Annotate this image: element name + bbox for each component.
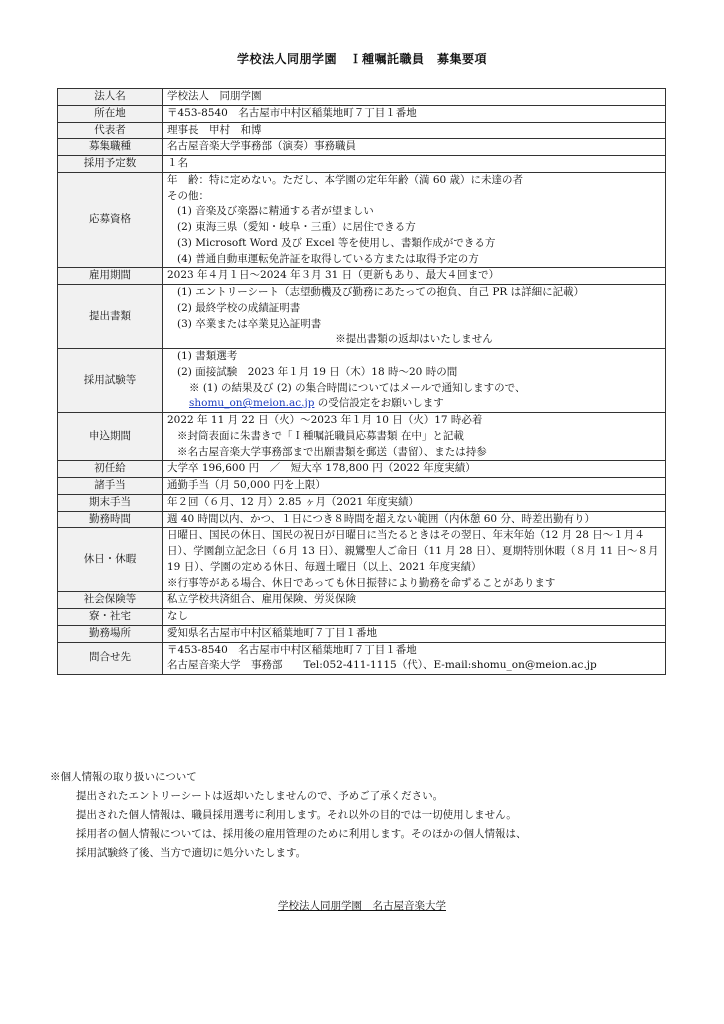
row-value [163,349,666,413]
row-label: 期末手当 [58,494,163,511]
table-row [58,478,666,495]
privacy-heading: ※個人情報の取り扱いについて [50,771,197,783]
hours-text: 週 40 時間以内、かつ、１日につき８時間を超えない範囲（内休憩 60 分、時差出勤有り） [167,512,595,525]
table-row [58,461,666,478]
holiday-text: 日曜日、国民の休日、国民の祝日が日曜日に当たるときはその翌日、年末年始（12 月 28 日～１月４日）、学園創立記念日（６月 13 日）、親鸞聖人ご命日（11 月 28 日）、夏期特別休暇（８月 11 日～８月 19 日）、学園の定める休日、毎週土曜日（以上、2021 年度実績） [167,529,659,573]
row-label: 所在地 [58,105,163,122]
privacy-line: 採用者の個人情報については、採用後の雇用管理のために利用します。そのほかの個人情報は、 [76,828,527,840]
table-row [58,625,666,642]
qual-line: (2) 東海三県（愛知・岐阜・三重）に居住できる方 [177,221,416,233]
row-value: 2023 年４月１日～2024 年３月 31 日（更新もあり、最大４回まで） [163,268,666,285]
row-label: 法人名 [58,89,163,106]
row-label: 採用予定数 [58,156,163,173]
row-label: 申込期間 [58,413,163,461]
holiday-note: ※行事等がある場合、休日であっても休日振替により勤務を命ずることがあります [167,576,556,589]
qual-line: (3) Microsoft Word 及び Excel 等を使用し、書類作成ができる方 [177,236,496,249]
row-label: 初任給 [58,461,163,478]
row-label: 寮・社宅 [58,609,163,626]
row-label: 社会保険等 [58,592,163,609]
row-value: 大学卒 196,600 円 ／ 短大卒 178,800 円（2022 年度実績） [163,461,666,478]
requirements-table [57,88,666,675]
row-label: 提出書類 [58,285,163,349]
table-row [58,642,666,675]
privacy-line: 採用試験終了後、当方で適切に処分いたします。 [76,847,307,859]
exam-email-line [167,396,661,412]
row-value: 愛知県名古屋市中村区稲葉地町７丁目１番地 [163,625,666,642]
row-label: 採用試験等 [58,349,163,413]
exam-line: (1) 書類選考 [177,350,238,362]
row-label: 代表者 [58,122,163,139]
row-value [163,413,666,461]
row-value [163,172,666,268]
row-value [163,511,666,528]
table-row [58,105,666,122]
docs-line: (1) エントリーシート（志望動機及び勤務にあたっての抱負、自己 PR は詳細に記載） [177,286,585,298]
exam-note: ※ (1) の結果及び (2) の集合時間についてはメールで通知しますので、 [189,381,526,394]
table-row [58,139,666,156]
contact-line: 〒453-8540 名古屋市中村区稲葉地町７丁目１番地 [167,643,417,656]
row-label: 諸手当 [58,478,163,495]
table-row [58,122,666,139]
table-row [58,494,666,511]
row-value: １名 [163,156,666,173]
table-row [58,268,666,285]
apply-line: ※封筒表面に朱書きで「Ｉ種嘱託職員応募書類 在中」と記載 [177,429,464,442]
row-label: 休日・休暇 [58,528,163,592]
privacy-line: 提出されたエントリーシートは返却いたしませんので、予めご了承ください。 [76,790,444,802]
privacy-line: 提出された個人情報は、職員採用選考に利用します。それ以外の目的では一切使用しません。 [76,809,517,821]
row-label: 勤務場所 [58,625,163,642]
table-row [58,413,666,461]
row-value: 私立学校共済組合、雇用保険、労災保険 [163,592,666,609]
row-label: 勤務時間 [58,511,163,528]
contact-line: 名古屋音楽大学 事務部 Tel:052-411-1115（代）、E-mail:shomu_on@meion.ac.jp [167,659,597,672]
table-row [58,89,666,106]
table-row [58,285,666,349]
row-value: 名古屋音楽大学事務部（演奏）事務職員 [163,139,666,156]
apply-line: 2022 年 11 月 22 日（火）～2023 年１月 10 日（火）17 時必着 [167,414,483,426]
table-row [58,172,666,268]
page-title: 学校法人同朋学園 Ｉ種嘱託職員 募集要項 [236,52,487,66]
row-value [163,642,666,675]
footer-org-name: 学校法人同朋学園 名古屋音楽大学 [278,900,446,912]
footer-org [0,898,724,913]
row-value [163,285,666,349]
qual-line: その他： [167,189,209,202]
qual-line: (1) 音楽及び楽器に精通する者が望ましい [177,205,374,218]
row-label: 雇用期間 [58,268,163,285]
table-row [58,156,666,173]
row-value: 学校法人 同朋学園 [163,89,666,106]
row-label: 問合せ先 [58,642,163,675]
table-row [58,511,666,528]
exam-email-suffix: の受信設定をお願いします [314,397,444,410]
table-row [58,528,666,592]
qual-line: (4) 普通自動車運転免許証を取得している方または取得予定の方 [177,252,479,265]
email-link[interactable]: shomu_on@meion.ac.jp [189,397,315,410]
docs-line: (3) 卒業または卒業見込証明書 [177,317,322,330]
row-value: 年２回（６月、12 月）2.85 ヶ月（2021 年度実績） [163,494,666,511]
docs-line: (2) 最終学校の成績証明書 [177,301,301,314]
docs-note: ※提出書類の返却はいたしません [335,333,493,346]
exam-line: (2) 面接試験 2023 年１月 19 日（木）18 時～20 時の間 [177,365,458,378]
table-row [58,349,666,413]
row-value: 〒453-8540 名古屋市中村区稲葉地町７丁目１番地 [163,105,666,122]
row-value: なし [163,609,666,626]
row-value: 通勤手当（月 50,000 円を上限） [163,478,666,495]
row-value [163,528,666,592]
apply-line: ※名古屋音楽大学事務部まで出願書類を郵送（書留）、または持参 [177,445,487,458]
row-label: 募集職種 [58,139,163,156]
row-label: 応募資格 [58,172,163,268]
privacy-section [50,768,690,863]
table-row [58,609,666,626]
row-value: 理事長 甲村 和博 [163,122,666,139]
qual-line: 年 齢：特に定めない。ただし、本学園の定年年齢（満 60 歳）に未達の者 [167,173,524,186]
table-row [58,592,666,609]
